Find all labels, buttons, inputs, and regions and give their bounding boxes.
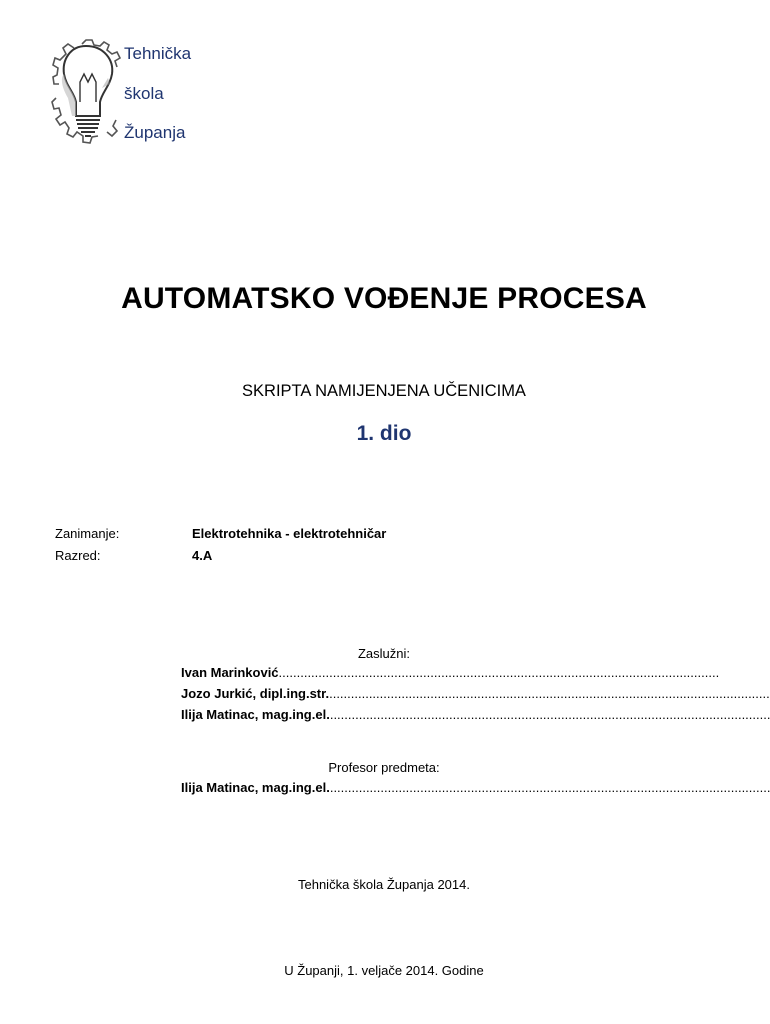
professor-heading: Profesor predmeta: [328, 760, 440, 775]
document-part: 1. dio [356, 422, 412, 445]
class-value: 4.A [192, 548, 213, 563]
dot-leader: .......................................................................................................................... [329, 707, 770, 722]
credit-line [181, 707, 770, 722]
document-subtitle: SKRIPTA NAMIJENJENA UČENICIMA [242, 382, 526, 400]
dot-leader: .......................................................................................................................... [329, 780, 770, 795]
school-name-line1: Tehnička [124, 44, 192, 63]
occupation-label: Zanimanje: [55, 526, 120, 541]
professor-line [181, 780, 770, 795]
school-logo [52, 38, 122, 154]
dot-leader: .......................................................................................................................... [278, 665, 720, 680]
school-name-line3: Županja [124, 123, 186, 142]
credit-line [181, 665, 720, 680]
place-date-line: U Županji, 1. veljače 2014. Godine [284, 963, 484, 978]
credits-heading: Zaslužni: [357, 646, 411, 661]
class-label: Razred: [55, 548, 101, 563]
credit-name: Jozo Jurkić, dipl.ing.str. [181, 686, 330, 701]
occupation-value: Elektrotehnika - elektrotehničar [192, 526, 387, 541]
publisher-line: Tehnička škola Županja 2014. [297, 877, 470, 892]
document-title: AUTOMATSKO VOĐENJE PROCESA [121, 282, 647, 315]
school-name-line2: škola [124, 84, 164, 103]
lightbulb-gear-icon [52, 38, 122, 154]
dot-leader: .......................................................................................................................... [329, 686, 770, 701]
credit-line [181, 686, 770, 701]
credit-name: Ivan Marinković [181, 665, 279, 680]
credit-name: Ilija Matinac, mag.ing.el. [181, 707, 330, 722]
professor-name: Ilija Matinac, mag.ing.el. [181, 780, 330, 795]
